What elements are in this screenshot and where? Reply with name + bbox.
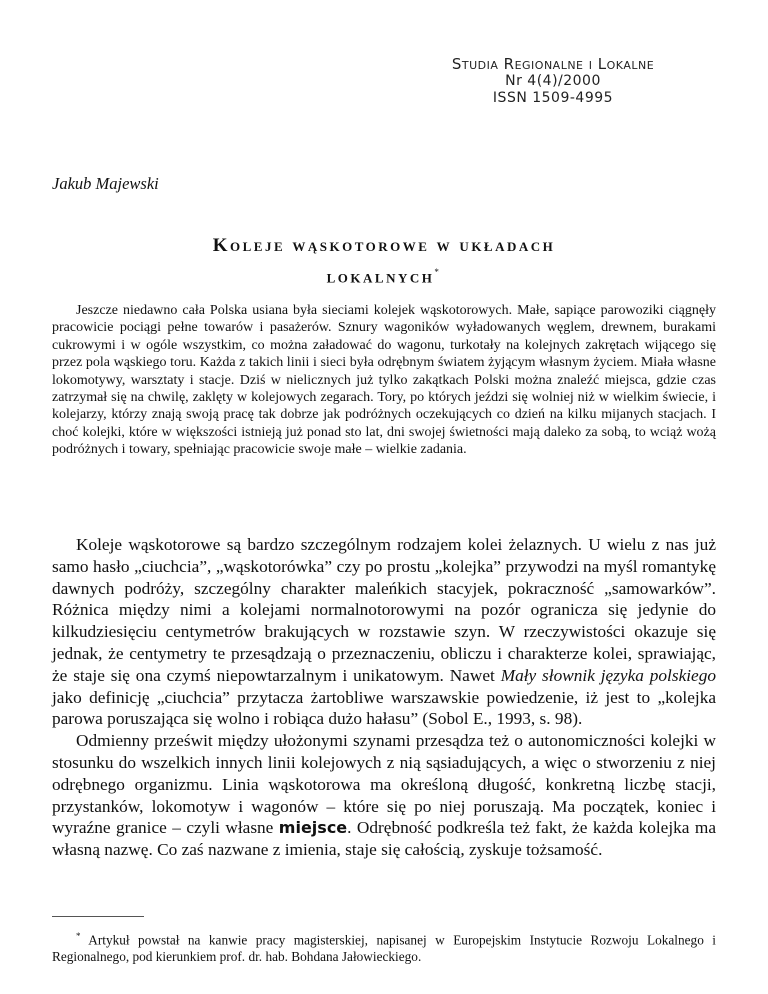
issue-number: Nr 4(4)/2000: [505, 73, 601, 89]
paragraph-1-text-a: Koleje wąskotorowe są bardzo szczególnym rodzajem kolei żelaznych. U wielu z nas już samo hasło „ciuchcia”, „wąskotorówka” czy po prostu „kolejka” przywodzi na myśl romantykę dawnych podróży, szczególny charakter maleńkich stacyjek, pokraczność „samowarków”. Różnica między nimi a kolejami normalnotorowymi na pozór ogranicza się jedynie do kilkudziesięciu centymetrów brakujących w rozstawie szyn. W rzeczywistości okazuje się jednak, że centymetry te przesądzają o przeznaczeniu, obliczu i charakterze kolei, sprawiając, że staje się ona czymś niepowtarzalnym i unikatowym. Nawet: [52, 535, 716, 685]
paragraph-2-text-a: Odmienny prześwit między ułożonymi szynami przesądza też o autonomiczności kolejki w stosunku do wszelkich innych linii kolejowych z nią sąsiadujących, a więc o stworzeniu z niej odrębnego organizmu. Linia wąskotorowa ma określoną długość, konkretną liczbę stacji, przystanków, lokomotyw i wagonów – które się po niej poruszają. Ma początek, koniec i wyraźne granice – czyli własne: [52, 731, 716, 838]
dictionary-title: Mały słownik języka polskiego: [500, 665, 717, 685]
footnote-divider: [52, 916, 144, 917]
author-name: Jakub Majewski: [52, 174, 159, 193]
journal-name: Studia Regionalne i Lokalne: [451, 55, 655, 73]
abstract: Jeszcze niedawno cała Polska usiana była sieciami kolejek wąskotorowych. Małe, sapiące parowoziki ciągnęły pracowicie pociągi pełne towarów i pasażerów. Sznury wagoników wyładowanych węglem, drewnem, burakami cukrowymi i w ogóle wszystkim, co można załadować do wagonu, turkotały na kolejnych zakrętach wijącego się przez pola wąskiego toru. Każda z takich linii i sieci była odrębnym światem żyjącym własnym życiem. Miała własne lokomotywy, warsztaty i stacje. Dziś w nielicznych już tylko zakątkach Polski można znaleźć miejsca, gdzie czas zatrzymał się na chwilę, zaklęty w kolejowych zegarach. Tory, po których jeździ się wolniej niż w wielkim świecie, i kolejarzy, którzy znają swoją pracę tak dobrze jak podróżnych oczekujących co dzień na kilku mijanych stacjach. I choć kolejki, które w większości istnieją już ponad sto lat, dni swojej świetności mają daleko za sobą, to wciąż wożą podróżnych i towary, spełniając pracowicie swoje małe – wielkie zadania.: [52, 303, 716, 458]
title-line-1: Koleje wąskotorowe w układach: [212, 235, 556, 256]
title-line-2: [52, 259, 716, 290]
paragraph-1-text-b: jako definicję „ciuchcia” przytacza żartobliwe warszawskie powiedzenie, iż jest to „kolejka parowa poruszająca się wolno i robiąca dużo hałasu” (Sobol E., 1993, s. 98).: [52, 687, 716, 729]
article-title: [52, 232, 716, 290]
body-text: [52, 534, 716, 861]
issn: ISSN 1509-4995: [492, 90, 614, 106]
paragraph-2-text-b: . Odrębność podkreśla też fakt, że każda kolejka ma własną nazwę. Co zaś nazwane z imienia, staje się całością, zyskuje tożsamość.: [52, 818, 716, 860]
footnote-text: Artykuł powstał na kanwie pracy magisterskiej, napisanej w Europejskim Instytucie Rozwoju Lokalnego i Regionalnego, pod kierunkiem prof. dr. hab. Bohdana Jałowieckiego.: [52, 932, 716, 964]
footnote: [52, 928, 716, 965]
title-footnote-mark: *: [434, 267, 442, 277]
paragraph-2: [52, 730, 716, 861]
title-line-2-text: lokalnych: [326, 266, 435, 288]
journal-header: [0, 56, 768, 107]
paragraph-1: [52, 534, 716, 730]
footnote-mark: *: [76, 931, 81, 941]
emphasized-word: miejsce: [278, 818, 348, 838]
